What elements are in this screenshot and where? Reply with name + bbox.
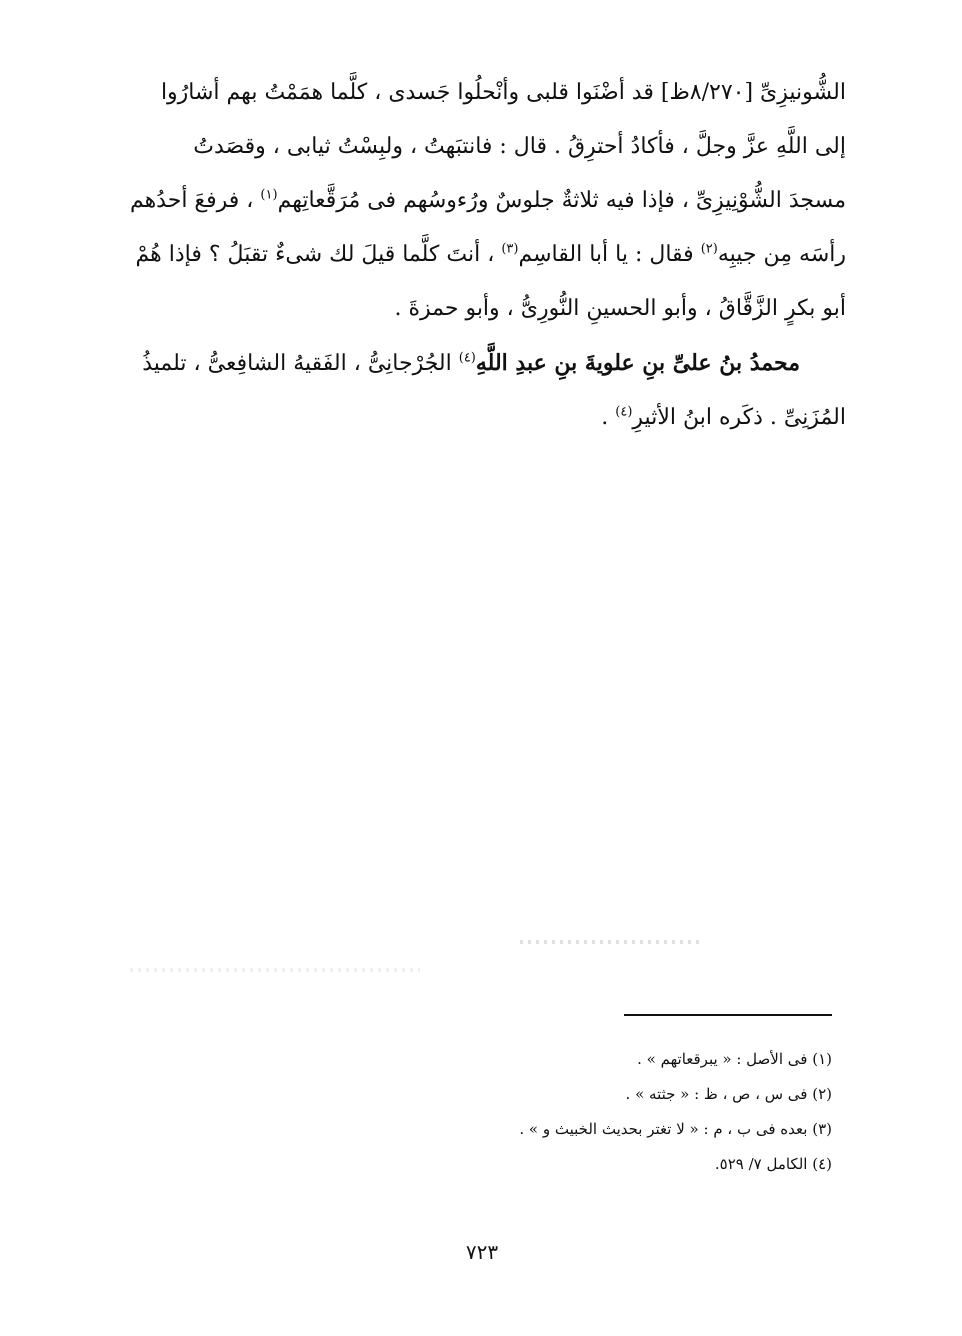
footnote-ref-3: (٣) (501, 241, 519, 257)
bleed-through-mark (520, 940, 700, 944)
footnotes (420, 1042, 832, 1182)
text-segment: رأسَه مِن جيبِه (717, 242, 846, 267)
paragraph-1 (128, 66, 846, 336)
text-segment: ، فرفعَ أحدُهم (129, 188, 254, 213)
text-line-1: الشُّونيزِىِّ [٨/٢٧٠ظ] قد أضْنَوا قلبى وأنْحلُوا جَسدى ، كلَّما همَمْتُ بهم أشارُوا (160, 80, 846, 105)
text-segment: ، أنتَ كلَّما قيلَ لك شىءٌ تقبَلُ ؟ فإذا هُمْ (135, 242, 495, 267)
text-line-2: إلى اللَّهِ عزَّ وجلَّ ، فأكادُ أحترِقُ . قال : فانتبَهتُ ، ولبِسْتُ ثيابى ، وقصَدتُ (193, 134, 846, 159)
main-text (128, 66, 846, 445)
text-line-5: أبو بكرٍ الزَّقَّاقُ ، وأبو الحسينِ النُّورِىُّ ، وأبو حمزةَ . (394, 296, 846, 321)
paragraph-2-cont (128, 391, 846, 445)
footnote-3: (٣) بعده فى ب ، م : « لا تغتر بحديث الخبيث و » . (519, 1120, 832, 1138)
text-segment: فقال : يا أبا القاسِم (518, 242, 694, 267)
text-line-6 (128, 336, 846, 391)
footnote-separator (624, 1014, 832, 1016)
footnote-ref-4: (٤) (458, 350, 476, 366)
text-segment: مسجدَ الشُّوْنِيزِىِّ ، فإذا فيه ثلاثةٌ جلوسٌ ورُءوسُهم فى مُرَقَّعاتِهم (277, 188, 846, 213)
text-line-4 (128, 228, 846, 282)
text-segment: المُزَنِىِّ . ذكَره ابنُ الأثيرِ (632, 405, 846, 430)
text-segment: . (601, 405, 609, 430)
footnote-ref-1: (١) (260, 187, 278, 203)
text-segment: الجُرْجانِىُّ ، الفَقيهُ الشافِعىُّ ، تلميذُ (142, 351, 452, 376)
footnote-1: (١) فى الأصل : « يبرقعاتهم » . (637, 1050, 832, 1068)
bleed-through-mark (130, 968, 420, 972)
text-line-7 (128, 391, 846, 445)
paragraph-2 (128, 336, 846, 391)
footnote-ref-4b: (٤) (615, 404, 633, 420)
footnote-2: (٢) فى س ، ص ، ظ : « جثته » . (625, 1085, 832, 1103)
page-number: ٧٢٣ (465, 1240, 499, 1264)
text-line-3 (128, 174, 846, 228)
entry-name: محمدُ بنُ علىِّ بنِ علويةَ بنِ عبدِ اللَّهِ (475, 350, 800, 376)
footnote-4: (٤) الكامل ٧/ ٥٢٩. (714, 1155, 832, 1173)
footnote-ref-2: (٢) (700, 241, 718, 257)
